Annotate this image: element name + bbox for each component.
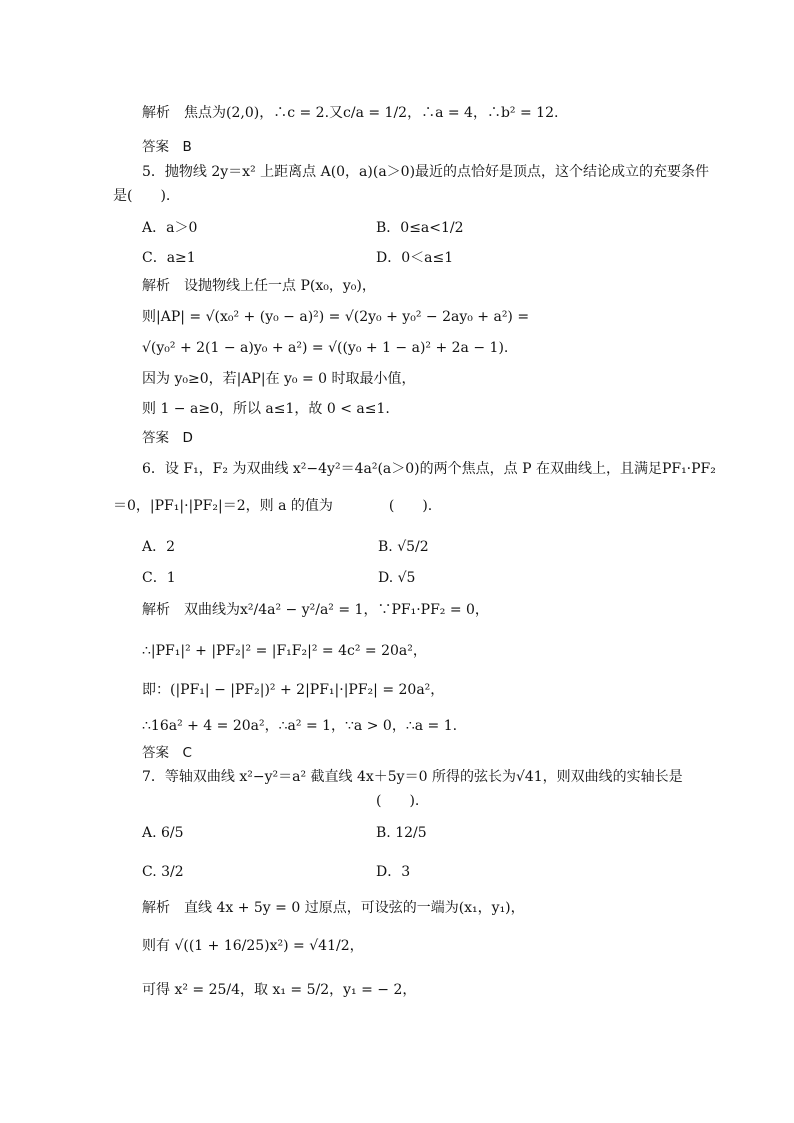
solution-line: 解析 焦点为(2,0)，∴c = 2.又c/a = 1/2，∴a = 4，∴b² = 12.: [142, 105, 559, 121]
answer-line: 答案 C: [142, 745, 192, 761]
option-a: A．2: [142, 539, 176, 555]
question-5-stem-cont: 是( ).: [113, 188, 171, 204]
option-c: C．1: [142, 570, 176, 586]
question-5-stem: 5．抛物线 2y＝x² 上距离点 A(0，a)(a＞0)最近的点恰好是顶点，这个结论成立的充要条件: [142, 164, 710, 180]
solution-line: 可得 x² = 25/4，取 x₁ = 5/2，y₁ = − 2，: [142, 982, 417, 998]
question-6-stem: 6．设 F₁，F₂ 为双曲线 x²−4y²＝4a²(a＞0)的两个焦点，点 P 在双曲线上，且满足PF₁·PF₂: [142, 461, 716, 477]
question-7-stem-cont: ( ).: [376, 793, 420, 809]
solution-line: 即：(|PF₁| − |PF₂|)² + 2|PF₁|·|PF₂| = 20a²，: [142, 682, 445, 698]
solution-line: 解析 设抛物线上任一点 P(x₀，y₀)，: [142, 278, 376, 294]
solution-line: 因为 y₀≥0，若|AP|在 y₀ = 0 时取最小值，: [142, 371, 416, 387]
option-c: C．a≥1: [142, 250, 196, 266]
option-d: D．0＜a≤1: [376, 250, 454, 266]
solution-line: √(y₀² + 2(1 − a)y₀ + a²) = √((y₀ + 1 − a)² + 2a − 1).: [142, 340, 509, 356]
option-a: A．a＞0: [142, 220, 198, 236]
option-c: C. 3/2: [142, 864, 184, 880]
solution-line: 解析 直线 4x + 5y = 0 过原点，可设弦的一端为(x₁，y₁)，: [142, 900, 525, 916]
option-b: B．0≤a<1/2: [376, 220, 464, 236]
solution-line: 则有 √((1 + 16/25)x²) = √41/2，: [142, 938, 364, 954]
solution-line: ∴16a² + 4 = 20a²，∴a² = 1，∵a > 0，∴a = 1.: [142, 718, 458, 734]
option-d: D．3: [376, 864, 411, 880]
option-a: A. 6/5: [142, 825, 184, 841]
option-b: B. 12/5: [376, 825, 427, 841]
option-d: D. √5: [378, 570, 416, 586]
question-7-stem: 7．等轴双曲线 x²−y²＝a² 截直线 4x＋5y＝0 所得的弦长为√41，则双曲线的实轴长是: [142, 769, 683, 785]
question-6-stem-cont: ＝0，|PF₁|·|PF₂|＝2，则 a 的值为 ( ).: [113, 498, 433, 514]
solution-line: 则|AP| = √(x₀² + (y₀ − a)²) = √(2y₀ + y₀² − 2ay₀ + a²) =: [142, 309, 530, 325]
solution-line: ∴|PF₁|² + |PF₂|² = |F₁F₂|² = 4c² = 20a²，: [142, 643, 427, 659]
option-b: B. √5/2: [378, 539, 429, 555]
answer-line: 答案 B: [142, 139, 192, 155]
solution-line: 则 1 − a≥0，所以 a≤1，故 0 < a≤1.: [142, 401, 390, 417]
solution-line: 解析 双曲线为x²/4a² − y²/a² = 1，∵PF₁·PF₂ = 0，: [142, 602, 489, 618]
answer-line: 答案 D: [142, 430, 193, 446]
